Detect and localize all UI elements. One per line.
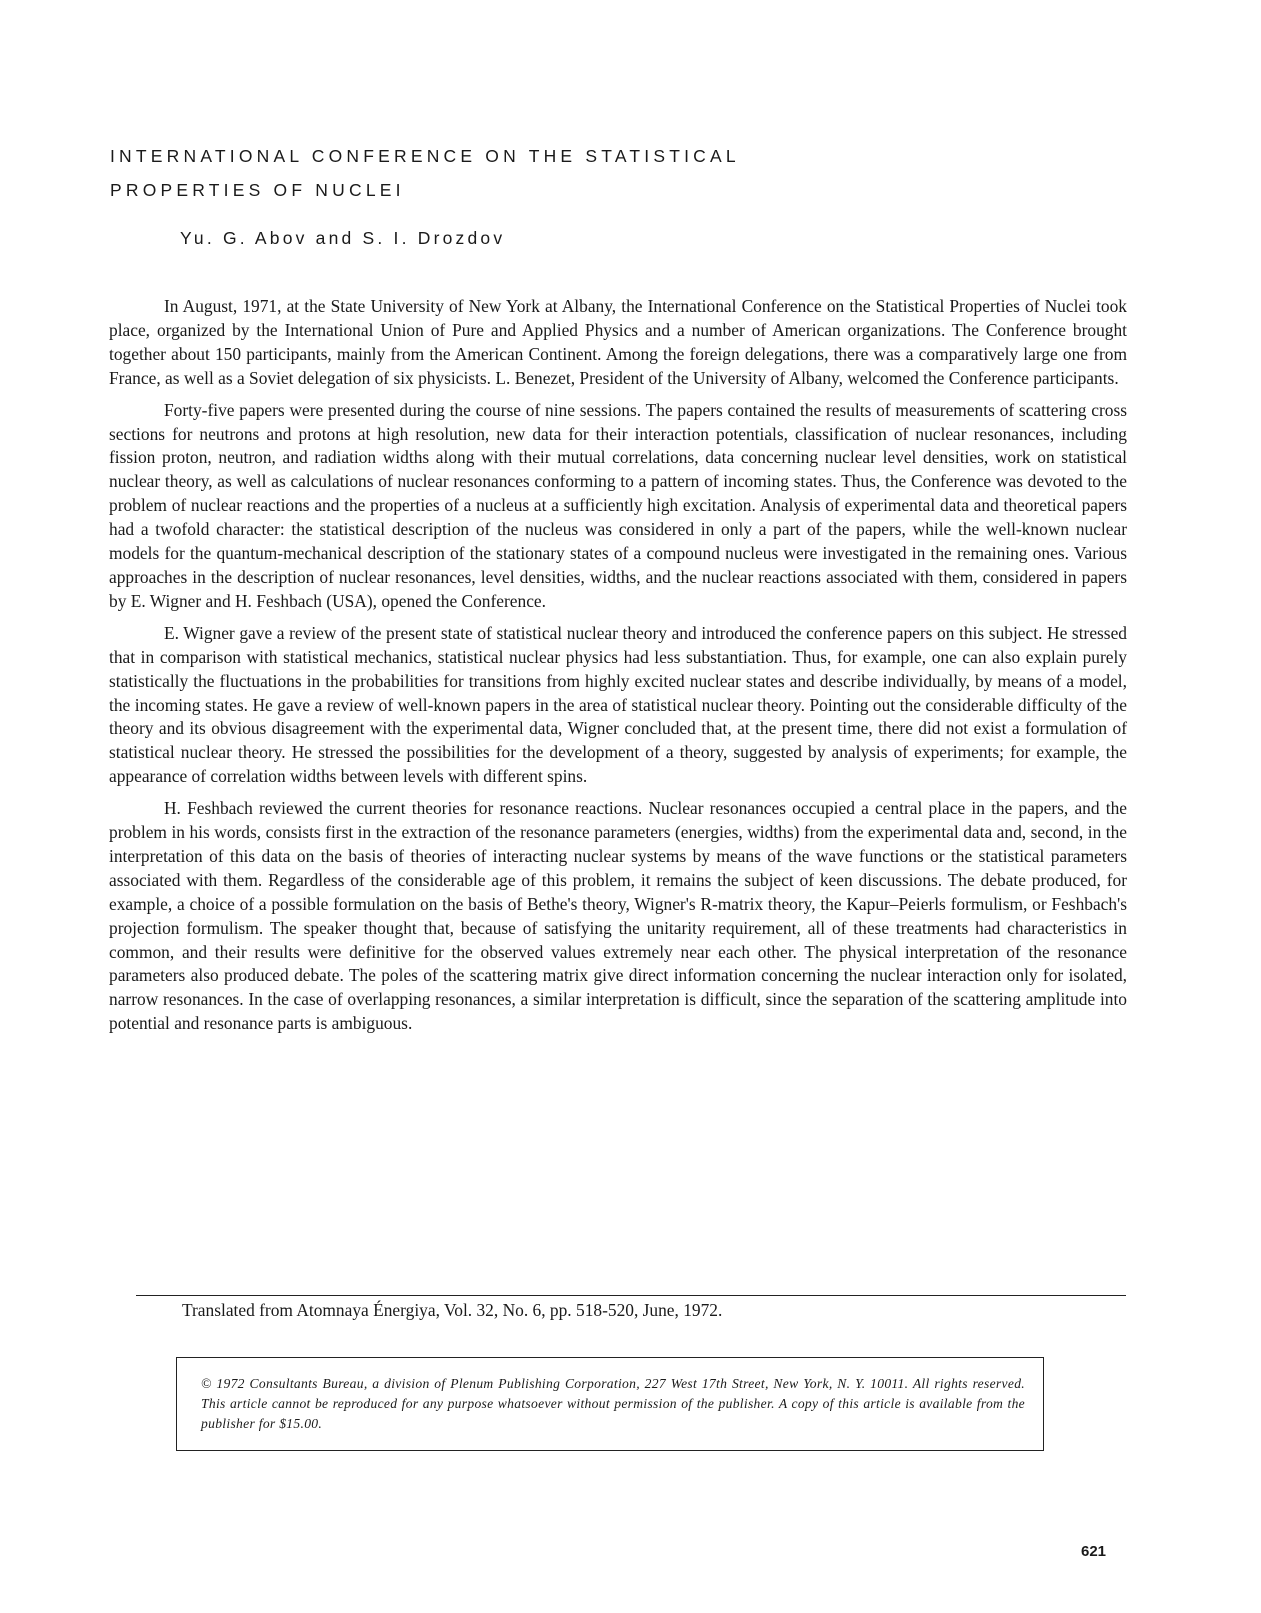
title-line-1: INTERNATIONAL CONFERENCE ON THE STATISTICAL xyxy=(110,146,740,166)
paragraph-3: E. Wigner gave a review of the present state of statistical nuclear theory and introduced the conference papers on this subject. He stressed that in comparison with statistical mechanics, statistical nuclear physics had less substantiation. Thus, for example, one can also explain purely statistically the fluctuations in the probabilities for transitions from highly excited nuclear states and describe individually, by means of a model, the incoming states. He gave a review of well-known papers in the area of statistical nuclear theory. Pointing out the considerable difficulty of the theory and its obvious disagreement with the experimental data, Wigner concluded that, at the present time, there did not exist a formulation of statistical nuclear theory. He stressed the possibilities for the development of a theory, suggested by analysis of experiments; for example, the appearance of correlation widths between levels with different spins. xyxy=(109,622,1127,787)
paragraph-2: Forty-five papers were presented during the course of nine sessions. The papers contained the results of measurements of scattering cross sections for neutrons and protons at high resolution, new data for their interaction potentials, classification of nuclear resonances, including fission proton, neutron, and radiation widths along with their mutual correlations, data concerning nuclear level densities, work on statistical nuclear theory, as well as calculations of nuclear resonances conforming to a pattern of incoming states. Thus, the Conference was devoted to the problem of nuclear reactions and the properties of a nucleus at a sufficiently high excitation. Analysis of experimental data and theoretical papers had a twofold character: the statistical description of the nucleus was considered in only a part of the papers, while the well-known nuclear models for the quantum-mechanical description of the stationary states of a compound nucleus were investigated in the remaining ones. Various approaches in the description of nuclear resonances, level densities, widths, and the nuclear reactions associated with them, considered in papers by E. Wigner and H. Feshbach (USA), opened the Conference. xyxy=(109,399,1127,611)
article-body xyxy=(109,295,1127,1044)
page-number: 621 xyxy=(1081,1543,1107,1560)
copyright-notice: © 1972 Consultants Bureau, a division of Plenum Publishing Corporation, 227 West 17th Street, New York, N. Y. 10011. All rights reserved. This article cannot be reproduced for any purpose whatsoever without permission of the publisher. A copy of this article is available from the publisher for $15.00. xyxy=(201,1376,1025,1431)
translation-note: Translated from Atomnaya Énergiya, Vol. 32, No. 6, pp. 518-520, June, 1972. xyxy=(182,1300,723,1320)
paragraph-4: H. Feshbach reviewed the current theories for resonance reactions. Nuclear resonances occupied a central place in the papers, and the problem in his words, consists first in the extraction of the resonance parameters (energies, widths) from the experimental data and, second, in the interpretation of this data on the basis of theories of interacting nuclear systems by means of the wave functions or the statistical parameters associated with them. Regardless of the considerable age of this problem, it remains the subject of keen discussions. The debate produced, for example, a choice of a possible formulation on the basis of Bethe's theory, Wigner's R-matrix theory, the Kapur–Peierls formulism, or Feshbach's projection formulism. The speaker thought that, because of satisfying the unitarity requirement, all of these treatments had characteristics in common, and their results were definitive for the observed values extremely near each other. The physical interpretation of the resonance parameters also produced debate. The poles of the scattering matrix give direct information concerning the nuclear interaction only for isolated, narrow resonances. In the case of overlapping resonances, a similar interpretation is difficult, since the separation of the scattering amplitude into potential and resonance parts is ambiguous. xyxy=(109,798,1127,1034)
footnote-divider xyxy=(136,1295,1126,1296)
paragraph-1: In August, 1971, at the State University of New York at Albany, the International Conference on the Statistical Properties of Nuclei took place, organized by the International Union of Pure and Applied Physics and a number of American organizations. The Conference brought together about 150 participants, mainly from the American Continent. Among the foreign delegations, there was a comparatively large one from France, as well as a Soviet delegation of six physicists. L. Benezet, President of the University of Albany, welcomed the Conference participants. xyxy=(109,296,1127,388)
copyright-box xyxy=(176,1357,1044,1451)
title-line-2: PROPERTIES OF NUCLEI xyxy=(110,180,405,200)
authors: Yu. G. Abov and S. I. Drozdov xyxy=(180,228,506,248)
